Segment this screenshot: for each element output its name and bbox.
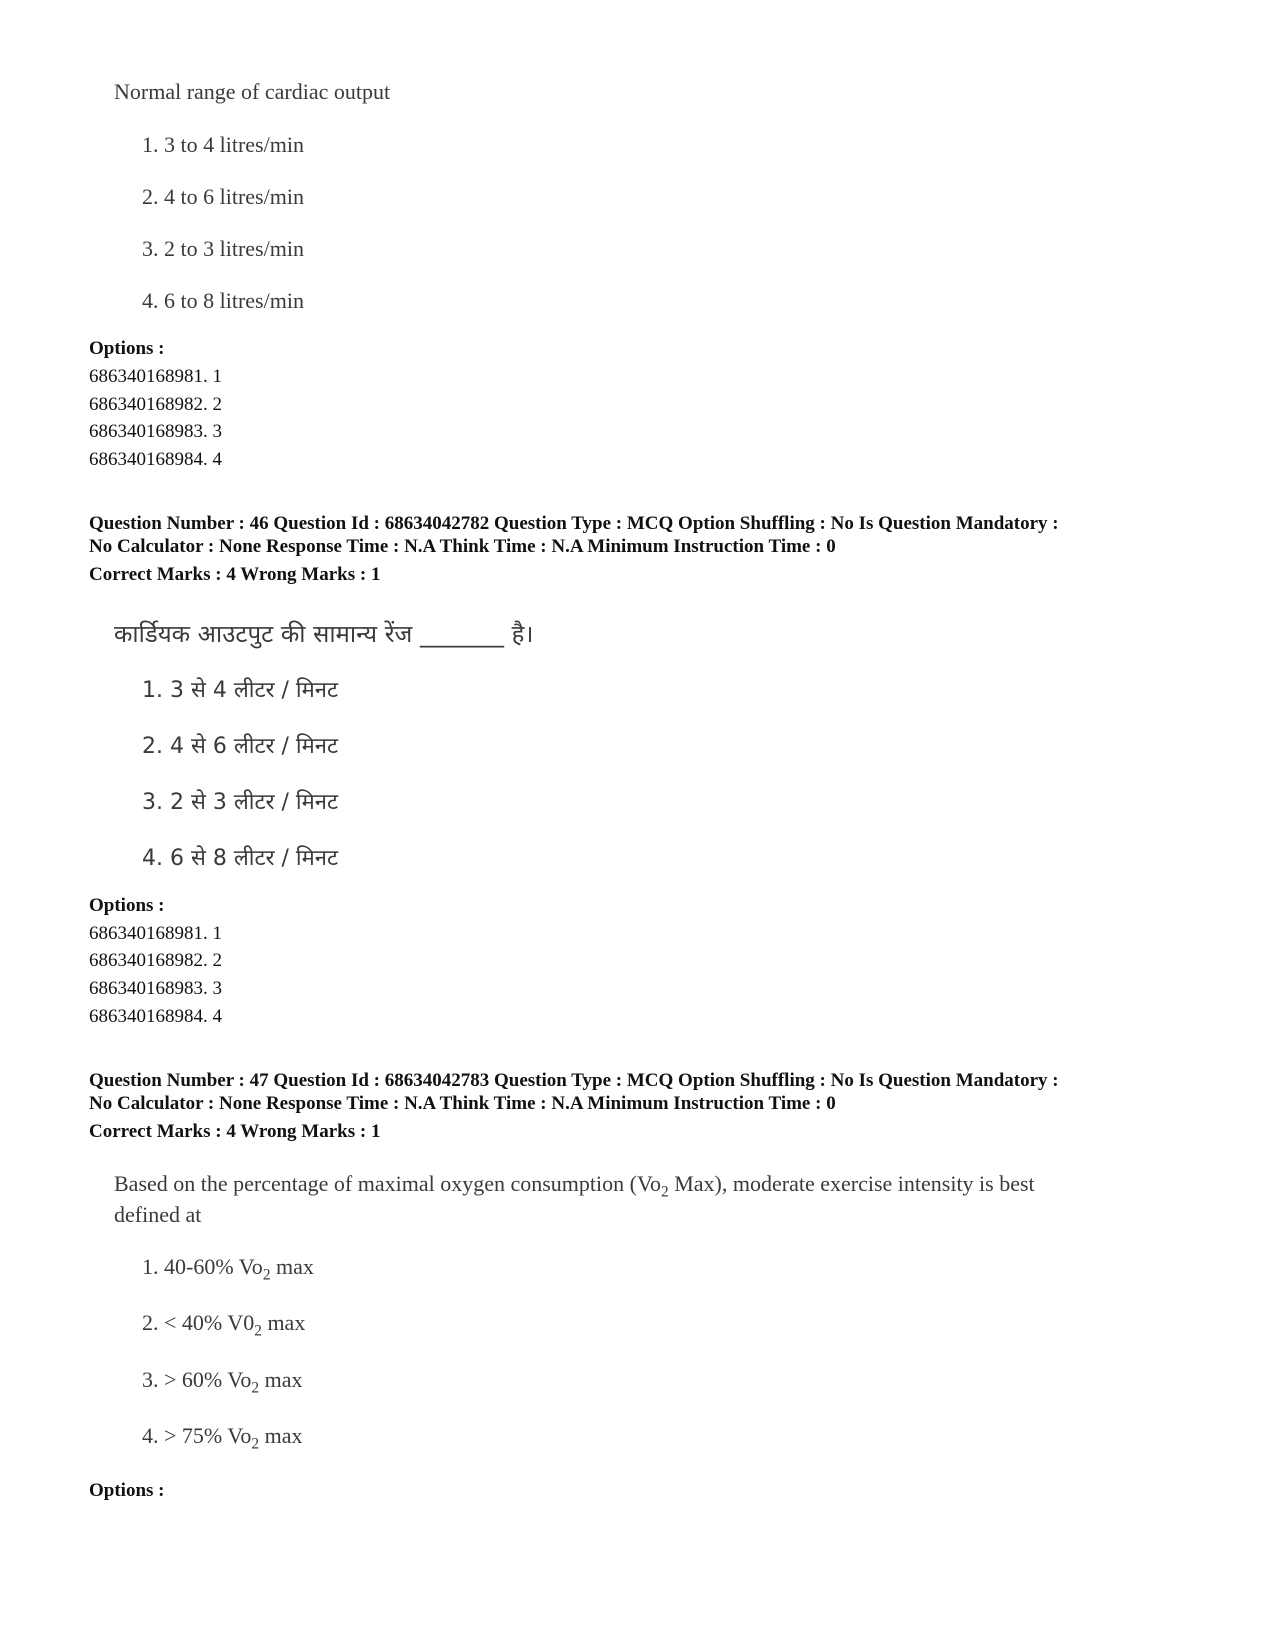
q47-choice-3: 3. > 60% $Vo_2$ max xyxy=(142,1367,303,1397)
q46-choice-2: 2. 4 से 6 लीटर / मिनट xyxy=(142,734,339,759)
q46-option-4: 686340168984. 4 xyxy=(89,1006,222,1027)
q46-marks: Correct Marks : 4 Wrong Marks : 1 xyxy=(89,564,381,585)
q47-meta-line1: Question Number : 47 Question Id : 68634042783 Question Type : MCQ Option Shuffling : No Is Question Mandatory : xyxy=(89,1070,1059,1091)
q45-options-label: Options : xyxy=(89,338,165,359)
q47-stem-part1: Based on the percentage of maximal oxygen consumption (Vo xyxy=(114,1171,662,1196)
q47-choice-1: 1. 40-60% $Vo_2$ max xyxy=(142,1254,314,1284)
q47-options-label: Options : xyxy=(89,1480,165,1501)
q45-choice-4: 4. 6 to 8 litres/min xyxy=(142,288,304,313)
q46-choice-1: 1. 3 से 4 लीटर / मिनट xyxy=(142,678,339,703)
q47-choice-2: 2. < 40% $V0_2$ max xyxy=(142,1310,306,1340)
q45-option-2: 686340168982. 2 xyxy=(89,394,222,415)
q47-stem-line1 xyxy=(114,1171,1035,1201)
q46-options-label: Options : xyxy=(89,895,165,916)
q46-meta-line1: Question Number : 46 Question Id : 68634042782 Question Type : MCQ Option Shuffling : No Is Question Mandatory : xyxy=(89,513,1059,534)
q45-option-4: 686340168984. 4 xyxy=(89,449,222,470)
q46-choice-4: 4. 6 से 8 लीटर / मिनट xyxy=(142,846,339,871)
q46-stem: कार्डियक आउटपुट की सामान्य रेंज _______ है। xyxy=(114,620,534,648)
q46-choice-3: 3. 2 से 3 लीटर / मिनट xyxy=(142,790,339,815)
q45-stem: Normal range of cardiac output xyxy=(114,79,391,104)
q45-option-1: 686340168981. 1 xyxy=(89,366,222,387)
q47-choice-4: 4. > 75% $Vo_2$ max xyxy=(142,1423,303,1453)
q45-choice-1: 1. 3 to 4 litres/min xyxy=(142,132,304,157)
q45-option-3: 686340168983. 3 xyxy=(89,421,222,442)
q46-option-1: 686340168981. 1 xyxy=(89,923,222,944)
q45-choice-2: 2. 4 to 6 litres/min xyxy=(142,184,304,209)
q47-meta-line2: No Calculator : None Response Time : N.A Think Time : N.A Minimum Instruction Time : 0 xyxy=(89,1093,836,1114)
q47-stem-line2: defined at xyxy=(114,1202,202,1227)
q46-option-3: 686340168983. 3 xyxy=(89,978,222,999)
q47-marks: Correct Marks : 4 Wrong Marks : 1 xyxy=(89,1121,381,1142)
q46-meta-line2: No Calculator : None Response Time : N.A Think Time : N.A Minimum Instruction Time : 0 xyxy=(89,536,836,557)
q46-option-2: 686340168982. 2 xyxy=(89,950,222,971)
q45-choice-3: 3. 2 to 3 litres/min xyxy=(142,236,304,261)
q47-stem-subscript: 2 xyxy=(661,1183,669,1201)
q47-stem-part2: Max), moderate exercise intensity is best xyxy=(668,1171,1035,1196)
